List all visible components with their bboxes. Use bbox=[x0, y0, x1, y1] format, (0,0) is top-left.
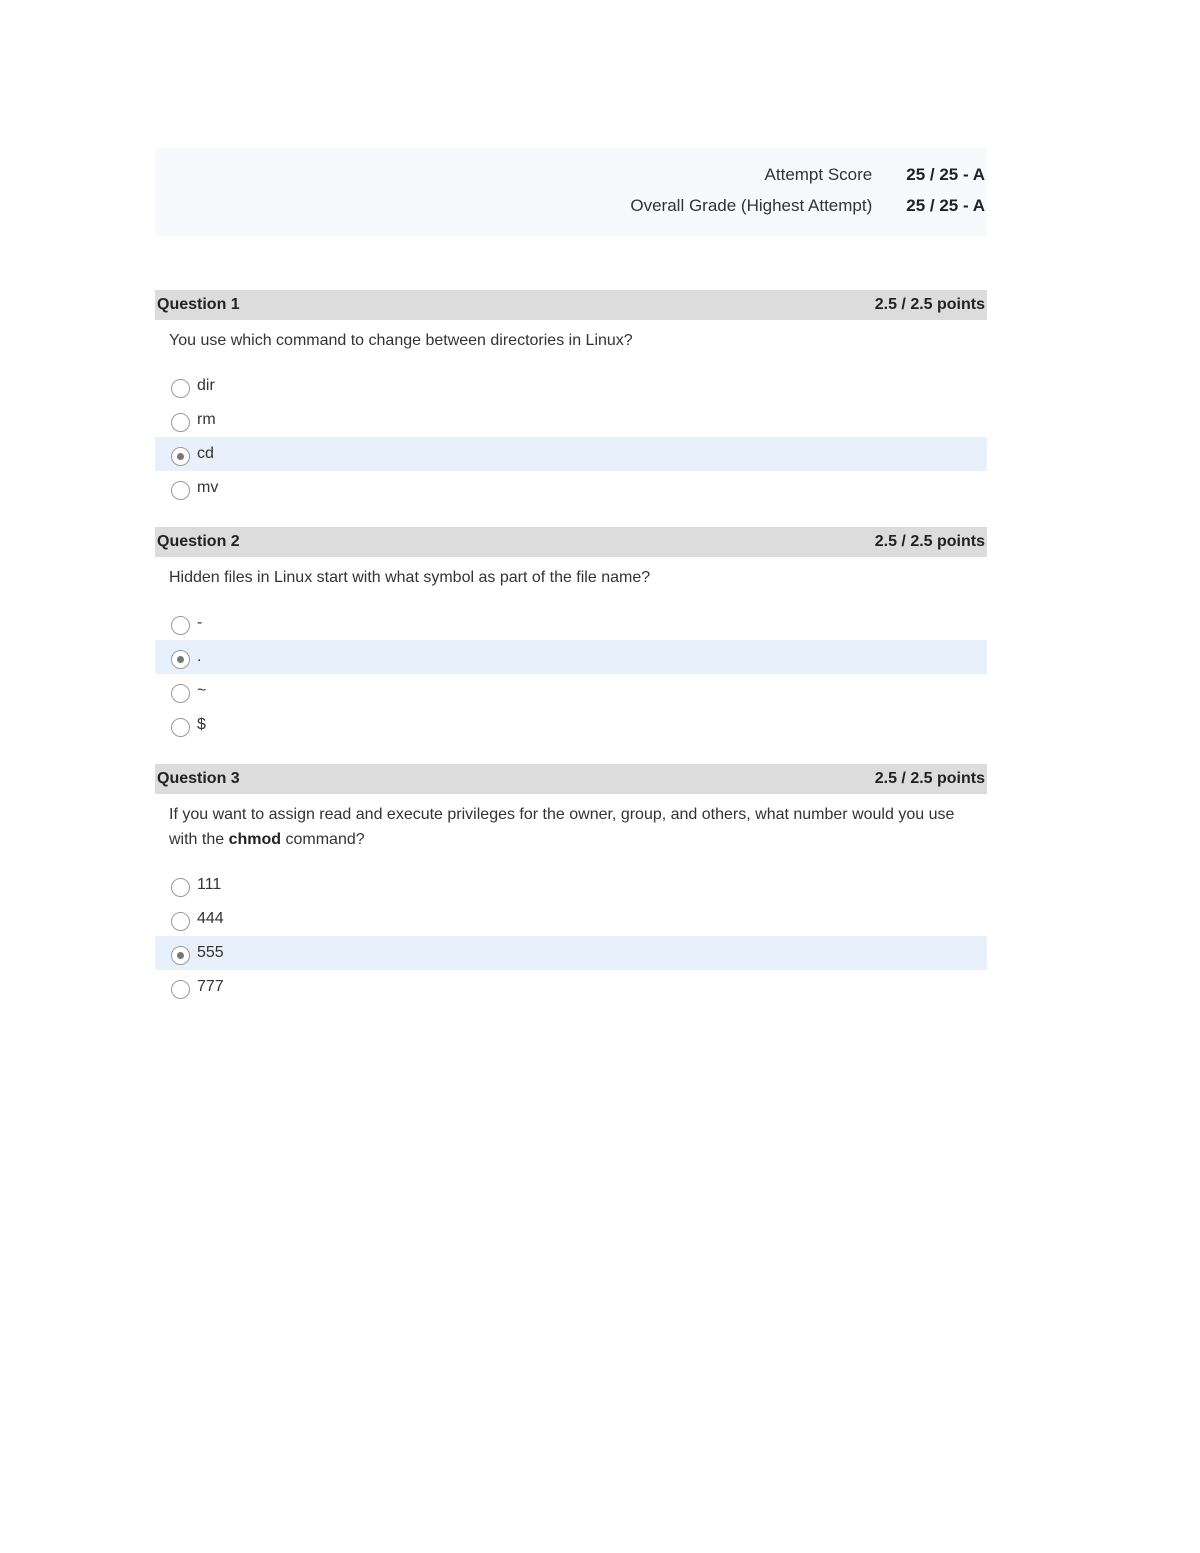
radio-button-icon[interactable] bbox=[171, 481, 190, 500]
question-2 bbox=[155, 527, 987, 742]
question-title: Question 2 bbox=[157, 533, 240, 550]
question-text-part: command? bbox=[281, 831, 365, 848]
radio-button-icon[interactable] bbox=[171, 912, 190, 931]
answer-option-label: rm bbox=[197, 411, 216, 428]
answer-option[interactable] bbox=[155, 471, 987, 505]
answer-option[interactable] bbox=[155, 902, 987, 936]
answer-option-label: ~ bbox=[197, 682, 207, 699]
answer-option-label: . bbox=[197, 648, 202, 665]
question-text: You use which command to change between directories in Linux? bbox=[169, 332, 633, 349]
answer-option[interactable] bbox=[155, 403, 987, 437]
answer-option[interactable] bbox=[155, 674, 987, 708]
question-title: Question 3 bbox=[157, 770, 240, 787]
radio-button-icon[interactable] bbox=[171, 413, 190, 432]
overall-grade-label: Overall Grade (Highest Attempt) bbox=[630, 196, 873, 215]
answer-options bbox=[155, 369, 987, 505]
question-header bbox=[155, 527, 987, 557]
attempt-score-value: 25 / 25 - A bbox=[906, 165, 985, 184]
answer-option-selected[interactable] bbox=[155, 640, 987, 674]
radio-button-icon[interactable] bbox=[171, 980, 190, 999]
question-points: 2.5 / 2.5 points bbox=[874, 296, 985, 313]
attempt-score-row bbox=[765, 165, 985, 185]
answer-option[interactable] bbox=[155, 868, 987, 902]
question-header bbox=[155, 764, 987, 794]
question-text: Hidden files in Linux start with what symbol as part of the file name? bbox=[169, 569, 651, 586]
answer-option-label: 444 bbox=[197, 910, 224, 927]
attempt-score-label: Attempt Score bbox=[764, 165, 873, 184]
answer-option-selected[interactable] bbox=[155, 437, 987, 471]
radio-button-checked-icon[interactable] bbox=[171, 650, 190, 669]
answer-option[interactable] bbox=[155, 708, 987, 742]
answer-option[interactable] bbox=[155, 606, 987, 640]
question-title: Question 1 bbox=[157, 296, 240, 313]
overall-grade-value: 25 / 25 - A bbox=[906, 196, 985, 215]
question-3 bbox=[155, 764, 987, 1004]
overall-grade-row bbox=[630, 196, 985, 216]
radio-button-icon[interactable] bbox=[171, 718, 190, 737]
answer-option-label: - bbox=[197, 614, 203, 631]
answer-option-label: cd bbox=[197, 445, 214, 462]
radio-button-icon[interactable] bbox=[171, 878, 190, 897]
quiz-results-page bbox=[155, 148, 987, 1026]
answer-option-selected[interactable] bbox=[155, 936, 987, 970]
radio-button-icon[interactable] bbox=[171, 616, 190, 635]
answer-option-label: 555 bbox=[197, 944, 224, 961]
question-text bbox=[155, 794, 987, 852]
question-points: 2.5 / 2.5 points bbox=[874, 533, 985, 550]
answer-option-label: 777 bbox=[197, 978, 224, 995]
answer-option-label: mv bbox=[197, 479, 219, 496]
question-text-part: If you want to assign read and execute privileges for the owner, group, and others, what number would you use with the bbox=[169, 806, 955, 848]
radio-button-icon[interactable] bbox=[171, 684, 190, 703]
answer-option[interactable] bbox=[155, 970, 987, 1004]
command-name: chmod bbox=[228, 831, 282, 848]
question-points: 2.5 / 2.5 points bbox=[874, 770, 985, 787]
score-summary bbox=[155, 148, 987, 236]
answer-option-label: 111 bbox=[197, 876, 222, 893]
answer-option-label: dir bbox=[197, 377, 215, 394]
answer-option[interactable] bbox=[155, 369, 987, 403]
radio-button-checked-icon[interactable] bbox=[171, 946, 190, 965]
answer-option-label: $ bbox=[197, 716, 206, 733]
question-1 bbox=[155, 290, 987, 505]
radio-button-icon[interactable] bbox=[171, 379, 190, 398]
question-header bbox=[155, 290, 987, 320]
radio-button-checked-icon[interactable] bbox=[171, 447, 190, 466]
answer-options bbox=[155, 868, 987, 1004]
answer-options bbox=[155, 606, 987, 742]
